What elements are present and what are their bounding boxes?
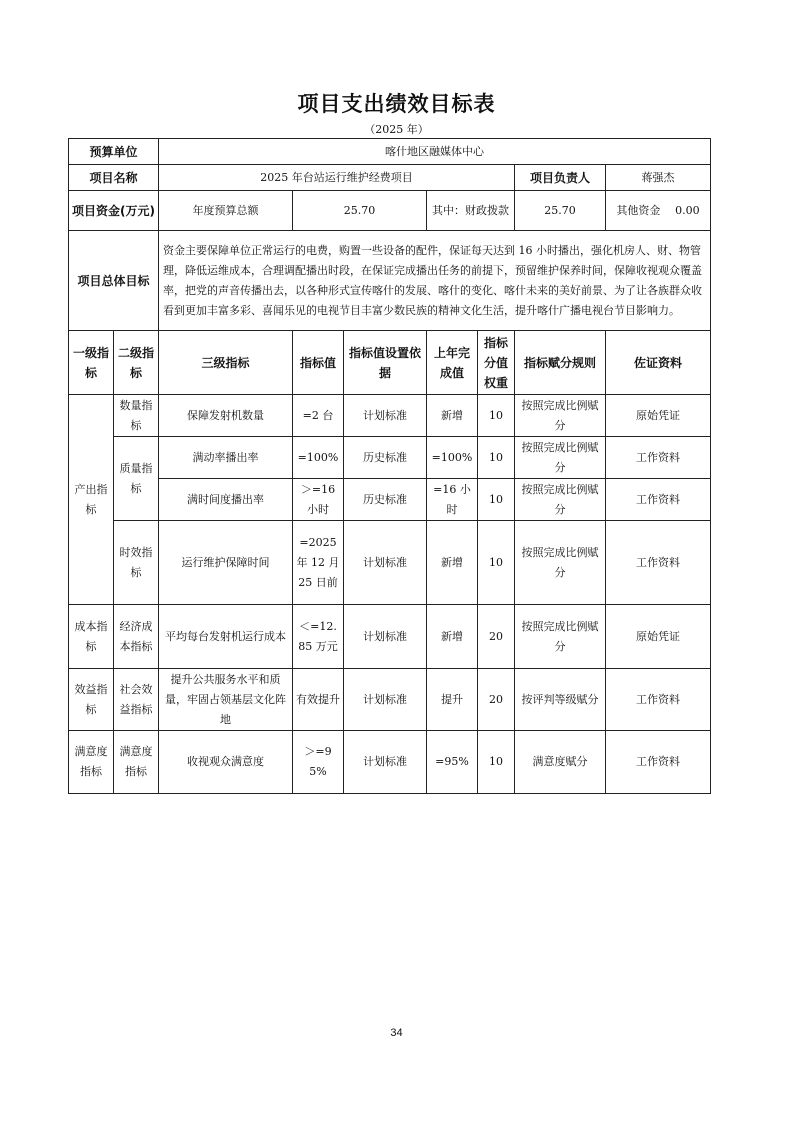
- performance-table: [68, 138, 711, 794]
- goal-text: 资金主要保障单位正常运行的电费，购置一些设备的配件，保证每天达到 16 小时播出，强化机房人、财、物管理，降低运维成本，合理调配播出时段，在保证完成播出任务的前提下，预留维护保养时间，保障收视观众覆盖率，把党的声音传播出去，以各种形式宣传喀什的发展、喀什的变化、喀什未来的美好前景、为了让各族群众收看到更加丰富多彩、喜闻乐见的电视节目丰富少数民族的精神文化生活，提升喀什广播电视台节目影响力。: [159, 231, 711, 331]
- header-value: 指标值: [293, 331, 344, 395]
- header-evidence: 佐证资料: [606, 331, 711, 395]
- last-year-cell: =100%: [427, 437, 478, 479]
- fiscal-label: 其中：财政拨款: [427, 191, 515, 231]
- page-title: 项目支出绩效目标表: [297, 92, 496, 116]
- leader-label: 项目负责人: [515, 165, 606, 191]
- fiscal-value: 25.70: [515, 191, 606, 231]
- basis-cell: 计划标准: [344, 731, 427, 794]
- weight-cell: 20: [478, 605, 515, 669]
- leader-value: 蒋强杰: [606, 165, 711, 191]
- header-level1: 一级指标: [69, 331, 114, 395]
- level1-cost: 成本指标: [69, 605, 114, 669]
- basis-cell: 历史标准: [344, 479, 427, 521]
- table-row: [69, 731, 711, 794]
- last-year-cell: =16 小时: [427, 479, 478, 521]
- evidence-cell: 工作资料: [606, 521, 711, 605]
- header-weight: 指标分值权重: [478, 331, 515, 395]
- evidence-cell: 工作资料: [606, 437, 711, 479]
- level1-output: 产出指标: [69, 395, 114, 605]
- level2-quantity: 数量指标: [114, 395, 159, 437]
- rule-cell: 按评判等级赋分: [515, 669, 606, 731]
- level2-social-benefit: 社会效益指标: [114, 669, 159, 731]
- rule-cell: 按照完成比例赋分: [515, 479, 606, 521]
- header-rule: 指标赋分规则: [515, 331, 606, 395]
- weight-cell: 20: [478, 669, 515, 731]
- header-level2: 二级指标: [114, 331, 159, 395]
- weight-cell: 10: [478, 437, 515, 479]
- page-number: 34: [390, 1027, 403, 1039]
- evidence-cell: 工作资料: [606, 479, 711, 521]
- funds-row: [69, 191, 711, 231]
- level1-satisfaction: 满意度指标: [69, 731, 114, 794]
- header-basis: 指标值设置依据: [344, 331, 427, 395]
- other-funds-value: 0.00: [675, 203, 700, 217]
- table-row: [69, 605, 711, 669]
- value-cell: =2 台: [293, 395, 344, 437]
- budget-unit-label: 预算单位: [69, 139, 159, 165]
- project-name-label: 项目名称: [69, 165, 159, 191]
- level3-cell: 收视观众满意度: [159, 731, 293, 794]
- funds-label: 项目资金(万元): [69, 191, 159, 231]
- basis-cell: 计划标准: [344, 605, 427, 669]
- header-row: [69, 331, 711, 395]
- rule-cell: 按照完成比例赋分: [515, 605, 606, 669]
- value-cell: =2025 年 12 月 25 日前: [293, 521, 344, 605]
- last-year-cell: =95%: [427, 731, 478, 794]
- evidence-cell: 原始凭证: [606, 605, 711, 669]
- basis-cell: 计划标准: [344, 395, 427, 437]
- table-row: [69, 395, 711, 437]
- table-row: [69, 479, 711, 521]
- last-year-cell: 新增: [427, 521, 478, 605]
- basis-cell: 计划标准: [344, 521, 427, 605]
- project-name-value: 2025 年台站运行维护经费项目: [159, 165, 515, 191]
- weight-cell: 10: [478, 521, 515, 605]
- table-row: [69, 521, 711, 605]
- level1-benefit: 效益指标: [69, 669, 114, 731]
- table-row: [69, 437, 711, 479]
- rule-cell: 按照完成比例赋分: [515, 395, 606, 437]
- level3-cell: 保障发射机数量: [159, 395, 293, 437]
- other-funds-cell: [606, 191, 711, 231]
- budget-unit-value: 喀什地区融媒体中心: [159, 139, 711, 165]
- level3-cell: 满时间度播出率: [159, 479, 293, 521]
- basis-cell: 历史标准: [344, 437, 427, 479]
- weight-cell: 10: [478, 395, 515, 437]
- rule-cell: 满意度赋分: [515, 731, 606, 794]
- evidence-cell: 工作资料: [606, 731, 711, 794]
- header-level3: 三级指标: [159, 331, 293, 395]
- annual-budget-label: 年度预算总额: [159, 191, 293, 231]
- level2-timeliness: 时效指标: [114, 521, 159, 605]
- value-cell: 有效提升: [293, 669, 344, 731]
- last-year-cell: 新增: [427, 605, 478, 669]
- goal-label: 项目总体目标: [69, 231, 159, 331]
- value-cell: ＞=95%: [293, 731, 344, 794]
- value-cell: ＜=12.85 万元: [293, 605, 344, 669]
- last-year-cell: 新增: [427, 395, 478, 437]
- goal-row: [69, 231, 711, 331]
- basis-cell: 计划标准: [344, 669, 427, 731]
- table-row: [69, 669, 711, 731]
- level3-cell: 运行维护保障时间: [159, 521, 293, 605]
- value-cell: =100%: [293, 437, 344, 479]
- level3-cell: 满动率播出率: [159, 437, 293, 479]
- other-funds-label: 其他资金: [616, 203, 661, 217]
- budget-unit-row: [69, 139, 711, 165]
- level2-quality: 质量指标: [114, 437, 159, 521]
- level3-cell: 提升公共服务水平和质量，牢固占领基层文化阵地: [159, 669, 293, 731]
- level2-economic-cost: 经济成本指标: [114, 605, 159, 669]
- last-year-cell: 提升: [427, 669, 478, 731]
- header-last-year: 上年完成值: [427, 331, 478, 395]
- weight-cell: 10: [478, 731, 515, 794]
- rule-cell: 按照完成比例赋分: [515, 521, 606, 605]
- evidence-cell: 工作资料: [606, 669, 711, 731]
- evidence-cell: 原始凭证: [606, 395, 711, 437]
- level2-satisfaction: 满意度指标: [114, 731, 159, 794]
- weight-cell: 10: [478, 479, 515, 521]
- value-cell: ＞=16 小时: [293, 479, 344, 521]
- project-name-row: [69, 165, 711, 191]
- annual-budget-value: 25.70: [293, 191, 427, 231]
- level3-cell: 平均每台发射机运行成本: [159, 605, 293, 669]
- year-label: （2025 年）: [364, 123, 429, 136]
- rule-cell: 按照完成比例赋分: [515, 437, 606, 479]
